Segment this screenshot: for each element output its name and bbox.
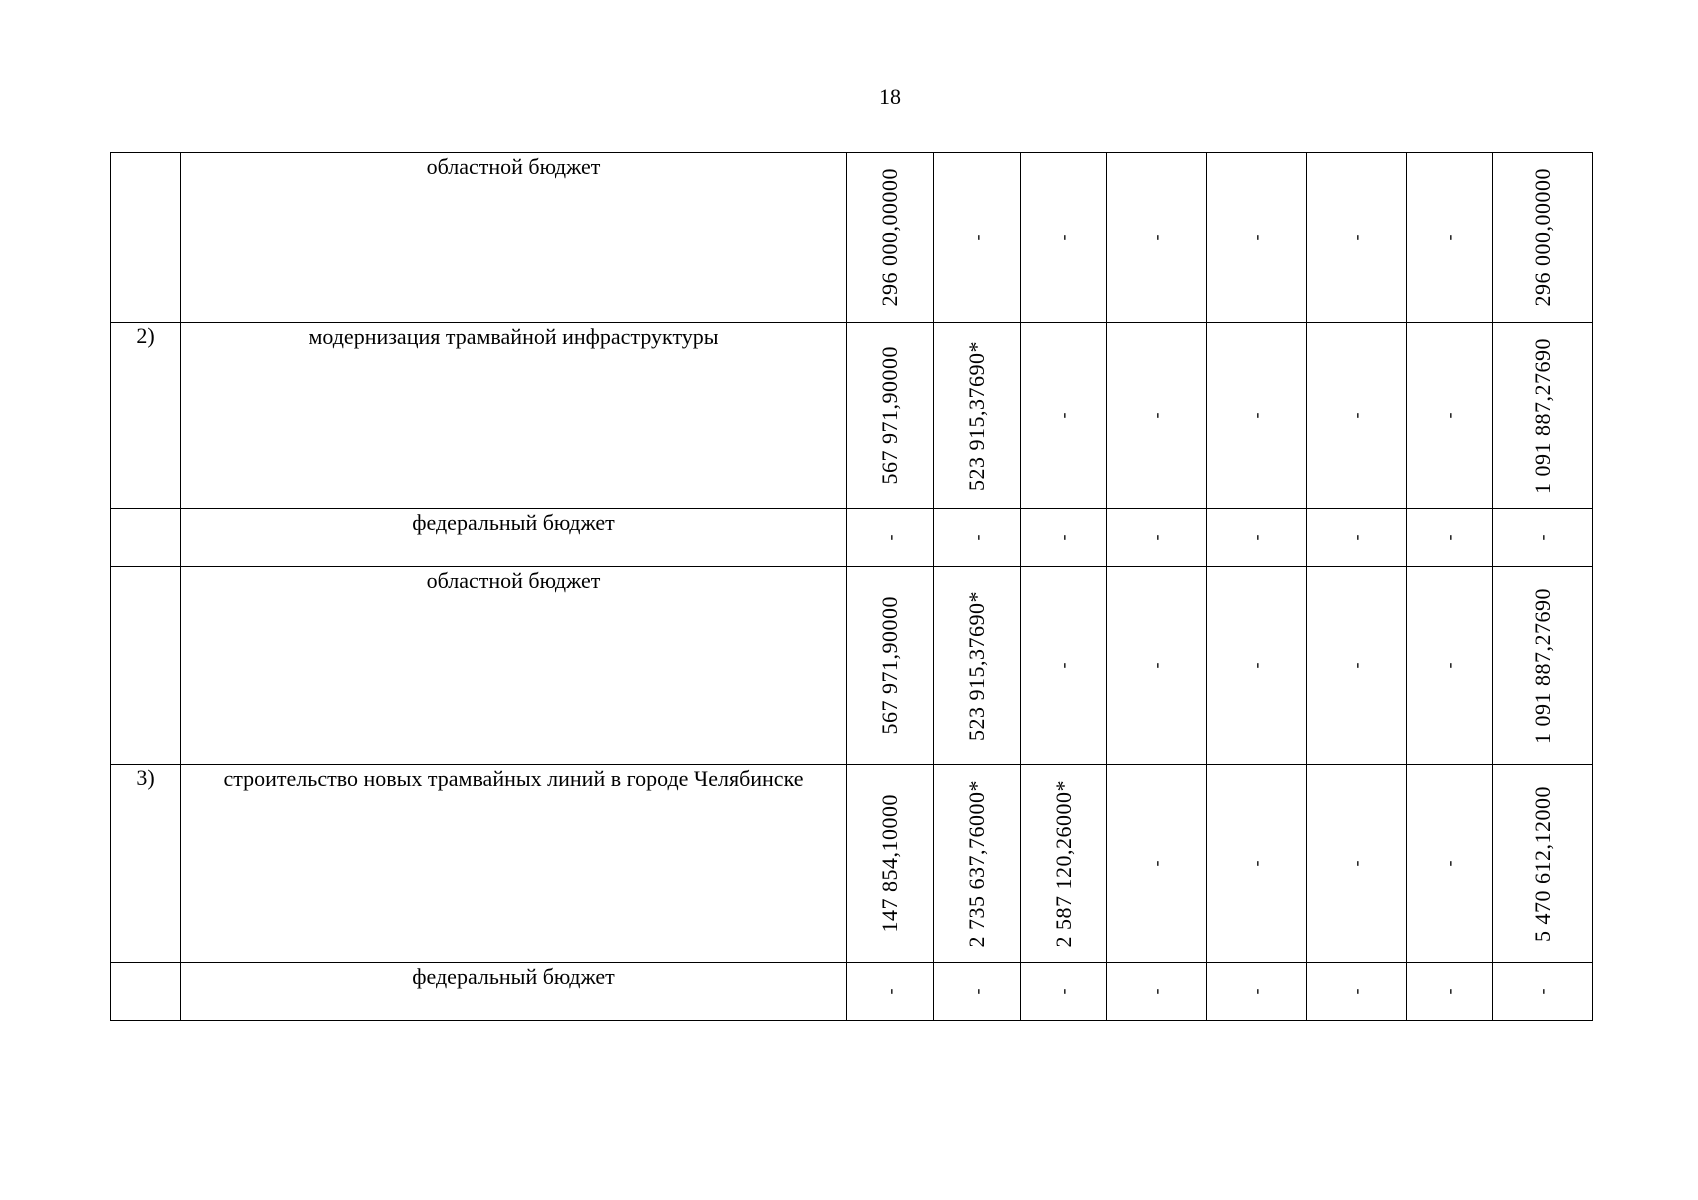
value-cell (934, 765, 1021, 963)
cell-value: 296 000,00000 (1529, 168, 1555, 307)
value-cell (847, 765, 934, 963)
value-cell (1107, 323, 1207, 509)
cell-value: - (1532, 988, 1552, 995)
value-cell (847, 153, 934, 323)
value-cell (1407, 153, 1493, 323)
cell-value: - (1346, 412, 1366, 419)
row-label: федеральный бюджет (181, 963, 847, 1021)
cell-value: - (1346, 988, 1366, 995)
cell-value: - (1346, 860, 1366, 867)
table-row (111, 323, 1593, 509)
cell-value: - (1246, 534, 1266, 541)
cell-value: - (1146, 860, 1166, 867)
cell-value: - (1346, 534, 1366, 541)
value-cell (1207, 963, 1307, 1021)
value-cell (1493, 765, 1593, 963)
value-cell (934, 153, 1021, 323)
cell-value: - (1439, 412, 1459, 419)
value-cell (1021, 153, 1107, 323)
value-cell (1493, 153, 1593, 323)
row-index: 2) (111, 323, 181, 509)
cell-value: - (1146, 988, 1166, 995)
cell-value: - (1439, 662, 1459, 669)
value-cell (1107, 963, 1207, 1021)
budget-table (110, 152, 1593, 1021)
value-cell (1493, 963, 1593, 1021)
cell-value: - (1246, 988, 1266, 995)
value-cell (1107, 567, 1207, 765)
cell-value: - (1146, 412, 1166, 419)
cell-value: - (1439, 860, 1459, 867)
value-cell (1207, 567, 1307, 765)
value-cell (1307, 567, 1407, 765)
value-cell (1207, 509, 1307, 567)
value-cell (934, 963, 1021, 1021)
cell-value: - (1246, 860, 1266, 867)
cell-value: 1 091 887,27690 (1529, 587, 1555, 744)
cell-value: - (1146, 534, 1166, 541)
value-cell (1493, 567, 1593, 765)
value-cell (1107, 153, 1207, 323)
cell-value: - (1439, 234, 1459, 241)
value-cell (847, 963, 934, 1021)
cell-value: 2 587 120,26000* (1050, 779, 1076, 948)
value-cell (1021, 509, 1107, 567)
cell-value: 296 000,00000 (877, 168, 902, 307)
row-label: областной бюджет (181, 153, 847, 323)
cell-value: - (1346, 662, 1366, 669)
page-number: 18 (879, 84, 901, 109)
value-cell (847, 567, 934, 765)
value-cell (1307, 765, 1407, 963)
cell-value: - (966, 988, 987, 995)
value-cell (934, 509, 1021, 567)
cell-value: - (1532, 534, 1552, 541)
cell-value: - (1053, 988, 1073, 995)
cell-value: - (1053, 534, 1073, 541)
value-cell (934, 323, 1021, 509)
cell-value: - (1439, 988, 1459, 995)
table-row (111, 765, 1593, 963)
table-row (111, 153, 1593, 323)
cell-value: 147 854,10000 (877, 794, 902, 933)
row-label: федеральный бюджет (181, 509, 847, 567)
value-cell (934, 567, 1021, 765)
value-cell (1107, 509, 1207, 567)
value-cell (1307, 509, 1407, 567)
value-cell (1307, 323, 1407, 509)
value-cell (1307, 153, 1407, 323)
cell-value: - (1246, 412, 1266, 419)
cell-value: 5 470 612,12000 (1529, 785, 1555, 942)
cell-value: - (1053, 662, 1073, 669)
row-index (111, 153, 181, 323)
cell-value: 567 971,90000 (877, 346, 902, 485)
table-row (111, 509, 1593, 567)
value-cell (1021, 765, 1107, 963)
table-row (111, 963, 1593, 1021)
value-cell (847, 323, 934, 509)
value-cell (1021, 963, 1107, 1021)
table-body (111, 153, 1593, 1021)
cell-value: - (1346, 234, 1366, 241)
value-cell (1407, 509, 1493, 567)
cell-value: 1 091 887,27690 (1529, 337, 1555, 494)
value-cell (1493, 509, 1593, 567)
value-cell (1207, 765, 1307, 963)
value-cell (1407, 765, 1493, 963)
row-label: строительство новых трамвайных линий в городе Челябинске (181, 765, 847, 963)
table-row (111, 567, 1593, 765)
cell-value: - (1246, 662, 1266, 669)
row-index (111, 963, 181, 1021)
cell-value: - (879, 534, 900, 541)
value-cell (1407, 567, 1493, 765)
value-cell (847, 509, 934, 567)
cell-value: - (1053, 412, 1073, 419)
value-cell (1407, 963, 1493, 1021)
cell-value: 2 735 637,76000* (964, 779, 989, 948)
cell-value: 567 971,90000 (877, 596, 902, 735)
row-index: 3) (111, 765, 181, 963)
row-label: модернизация трамвайной инфраструктуры (181, 323, 847, 509)
cell-value: - (966, 234, 987, 241)
cell-value: - (1146, 234, 1166, 241)
cell-value: - (1146, 662, 1166, 669)
value-cell (1021, 567, 1107, 765)
row-label: областной бюджет (181, 567, 847, 765)
cell-value: - (1053, 234, 1073, 241)
value-cell (1207, 153, 1307, 323)
cell-value: - (1246, 234, 1266, 241)
cell-value: - (966, 534, 987, 541)
cell-value: 523 915,37690* (964, 340, 989, 491)
cell-value: - (879, 988, 900, 995)
value-cell (1493, 323, 1593, 509)
cell-value: 523 915,37690* (964, 590, 989, 741)
cell-value: - (1439, 534, 1459, 541)
row-index (111, 509, 181, 567)
value-cell (1407, 323, 1493, 509)
value-cell (1107, 765, 1207, 963)
value-cell (1207, 323, 1307, 509)
value-cell (1307, 963, 1407, 1021)
row-index (111, 567, 181, 765)
value-cell (1021, 323, 1107, 509)
